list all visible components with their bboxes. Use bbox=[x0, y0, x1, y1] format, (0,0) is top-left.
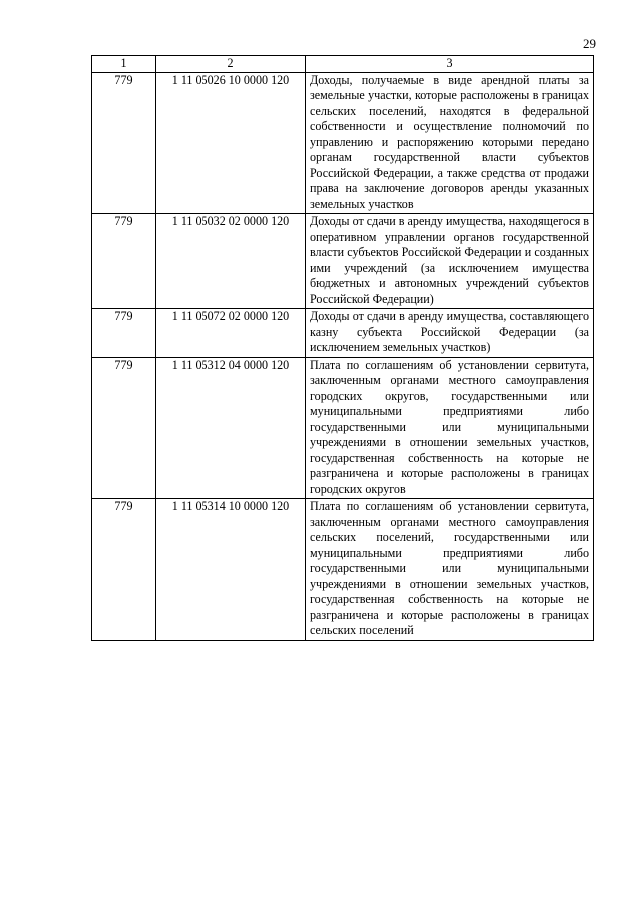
admin-code-cell: 779 bbox=[92, 214, 156, 309]
header-row bbox=[92, 56, 594, 73]
admin-code-cell: 779 bbox=[92, 357, 156, 499]
table-row bbox=[92, 499, 594, 641]
admin-code-cell: 779 bbox=[92, 309, 156, 358]
revenue-code-cell: 1 11 05026 10 0000 120 bbox=[156, 72, 306, 214]
admin-code-cell: 779 bbox=[92, 499, 156, 641]
table-row bbox=[92, 357, 594, 499]
table-row bbox=[92, 72, 594, 214]
revenue-code-cell: 1 11 05312 04 0000 120 bbox=[156, 357, 306, 499]
revenue-codes-table bbox=[91, 55, 594, 641]
revenue-description-cell: Плата по соглашениям об установлении сервитута, заключенным органами местного самоуправления городских округов, государственными или муниципальными предприятиями либо государственными или муниципальными учреждениями в отношении земельных участков, государственная собственность на которые не разграничена и которые расположены в границах городских округов bbox=[306, 357, 594, 499]
revenue-code-cell: 1 11 05314 10 0000 120 bbox=[156, 499, 306, 641]
revenue-code-cell: 1 11 05032 02 0000 120 bbox=[156, 214, 306, 309]
header-col-1: 1 bbox=[92, 56, 156, 73]
revenue-description-cell: Доходы от сдачи в аренду имущества, находящегося в оперативном управлении органов государственной власти субъектов Российской Федерации и созданных ими учреждений (за исключением имущества бюджетных и автономных учреждений субъектов Российской Федерации) bbox=[306, 214, 594, 309]
revenue-description-cell: Плата по соглашениям об установлении сервитута, заключенным органами местного самоуправления сельских поселений, государственными или муниципальными предприятиями либо государственными или муниципальными учреждениями в отношении земельных участков, государственная собственность на которые не разграничена и которые расположены в границах сельских поселений bbox=[306, 499, 594, 641]
revenue-description-cell: Доходы от сдачи в аренду имущества, составляющего казну субъекта Российской Федерации (за исключением земельных участков) bbox=[306, 309, 594, 358]
revenue-description-cell: Доходы, получаемые в виде арендной платы за земельные участки, которые расположены в границах сельских поселений, находятся в федеральной собственности и осуществление полномочий по управлению и распоряжению которыми передано органам государственной власти субъектов Российской Федерации, а также средства от продажи права на заключение договоров аренды указанных земельных участков bbox=[306, 72, 594, 214]
table-row bbox=[92, 309, 594, 358]
table-row bbox=[92, 214, 594, 309]
header-col-2: 2 bbox=[156, 56, 306, 73]
header-col-3: 3 bbox=[306, 56, 594, 73]
admin-code-cell: 779 bbox=[92, 72, 156, 214]
page-number: 29 bbox=[583, 36, 596, 51]
revenue-code-cell: 1 11 05072 02 0000 120 bbox=[156, 309, 306, 358]
